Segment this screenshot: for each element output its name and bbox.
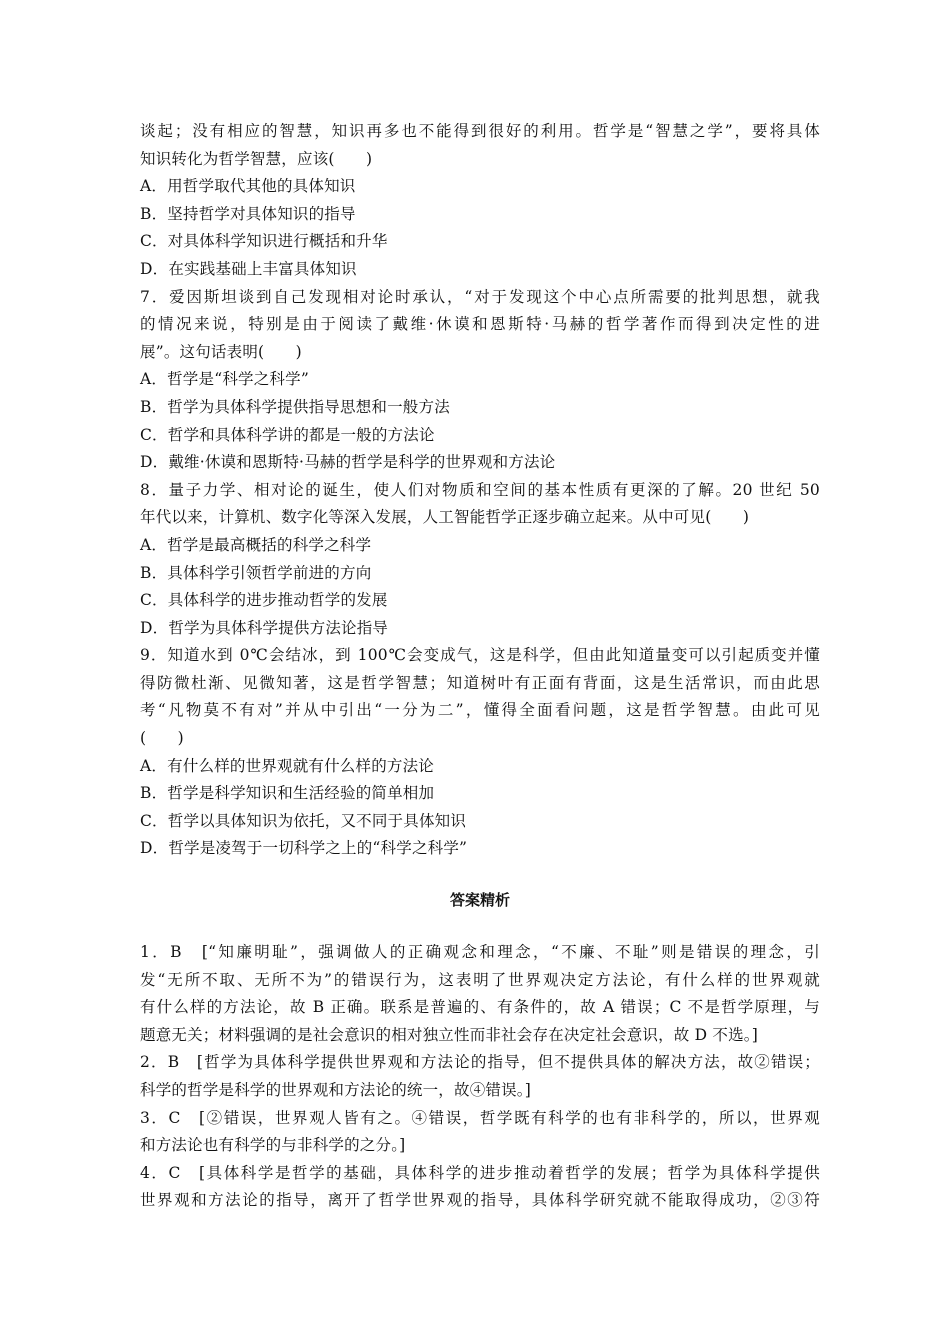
option-b: B．哲学是科学知识和生活经验的简单相加 xyxy=(140,784,435,803)
option-b: B．哲学为具体科学提供指导思想和一般方法 xyxy=(140,397,450,416)
question-stem-line: 得防微杜渐、见微知著，这是哲学智慧；知道树叶有正面有背面，这是生活常识，而由此思 xyxy=(140,673,820,692)
question-stem-line: 9．知道水到 0℃会结冰，到 100℃会变成气，这是科学，但由此知道量变可以引起质变并懂 xyxy=(140,646,820,665)
answer-line: 2．B [哲学为具体科学提供世界观和方法论的指导，但不提供具体的解决方法，故②错误； xyxy=(140,1053,820,1072)
option-c: C．哲学和具体科学讲的都是一般的方法论 xyxy=(140,425,435,444)
option-c: C．具体科学的进步推动哲学的发展 xyxy=(140,591,388,610)
answer-line: 题意无关；材料强调的是社会意识的相对独立性而非社会存在决定社会意识，故 D 不选。] xyxy=(140,1025,758,1044)
option-a: A．哲学是“科学之科学” xyxy=(140,370,309,389)
answer-1 xyxy=(140,939,820,1049)
question-stem-line: 考“凡物莫不有对”并从中引出“一分为二”，懂得全面看问题，这是哲学智慧。由此可见 xyxy=(140,701,820,720)
option-a: A．用哲学取代其他的具体知识 xyxy=(140,177,356,196)
question-stem-line: 的情况来说，特别是由于阅读了戴维·休谟和恩斯特·马赫的哲学著作而得到决定性的进 xyxy=(140,315,820,334)
question-stem-line: 谈起；没有相应的智慧，知识再多也不能得到很好的利用。哲学是“智慧之学”，要将具体 xyxy=(140,122,820,140)
option-d: D．哲学是凌驾于一切科学之上的“科学之科学” xyxy=(140,839,468,858)
question-7 xyxy=(140,284,820,477)
question-stem-line: ( ) xyxy=(140,729,184,748)
answer-line: 世界观和方法论的指导，离开了哲学世界观的指导，具体科学研究就不能取得成功，②③符 xyxy=(140,1191,820,1210)
answer-line: 1．B [“知廉明耻”，强调做人的正确观念和理念，“不廉、不耻”则是错误的理念，引 xyxy=(140,943,820,962)
answer-line: 3．C [②错误，世界观人皆有之。④错误，哲学既有科学的也有非科学的，所以，世界观 xyxy=(140,1108,820,1127)
answer-line: 发“无所不取、无所不为”的错误行为，这表明了世界观决定方法论，有什么样的世界观就 xyxy=(140,970,820,989)
answer-3 xyxy=(140,1105,820,1160)
option-b: B．坚持哲学对具体知识的指导 xyxy=(140,204,356,223)
answers-heading: 答案精析 xyxy=(449,891,510,910)
option-d: D．戴维·休谟和恩斯特·马赫的哲学是科学的世界观和方法论 xyxy=(140,453,556,472)
answer-line: 和方法论也有科学的与非科学的之分。] xyxy=(140,1136,406,1155)
option-d: D．在实践基础上丰富具体知识 xyxy=(140,259,357,278)
question-9 xyxy=(140,642,820,863)
question-stem-line: 展”。这句话表明( ) xyxy=(140,342,302,361)
question-8 xyxy=(140,477,820,643)
answer-2 xyxy=(140,1049,820,1104)
answer-line: 科学的哲学是科学的世界观和方法论的统一，故④错误。] xyxy=(140,1081,531,1099)
option-c: C．哲学以具体知识为依托，又不同于具体知识 xyxy=(140,811,467,830)
question-stem-line: 知识转化为哲学智慧，应该( ) xyxy=(140,149,373,168)
option-c: C．对具体科学知识进行概括和升华 xyxy=(140,232,388,251)
option-d: D．哲学为具体科学提供方法论指导 xyxy=(140,618,389,637)
question-stem-line: 年代以来，计算机、数字化等深入发展，人工智能哲学正逐步确立起来。从中可见( ) xyxy=(140,508,750,527)
document-page xyxy=(140,118,820,1215)
option-a: A．有什么样的世界观就有什么样的方法论 xyxy=(140,756,434,775)
question-stem-line: 7．爱因斯坦谈到自己发现相对论时承认，“对于发现这个中心点所需要的批判思想，就我 xyxy=(140,287,820,306)
answer-4 xyxy=(140,1160,820,1215)
option-a: A．哲学是最高概括的科学之科学 xyxy=(140,535,372,554)
question-6-continued xyxy=(140,118,820,284)
answer-line: 4．C [具体科学是哲学的基础，具体科学的进步推动着哲学的发展；哲学为具体科学提供 xyxy=(140,1163,820,1182)
answer-line: 有什么样的方法论，故 B 正确。联系是普遍的、有条件的，故 A 错误；C 不是哲学原理，与 xyxy=(140,998,820,1017)
question-stem-line: 8．量子力学、相对论的诞生，使人们对物质和空间的基本性质有更深的了解。20 世纪 50 xyxy=(140,480,820,499)
option-b: B．具体科学引领哲学前进的方向 xyxy=(140,563,372,582)
